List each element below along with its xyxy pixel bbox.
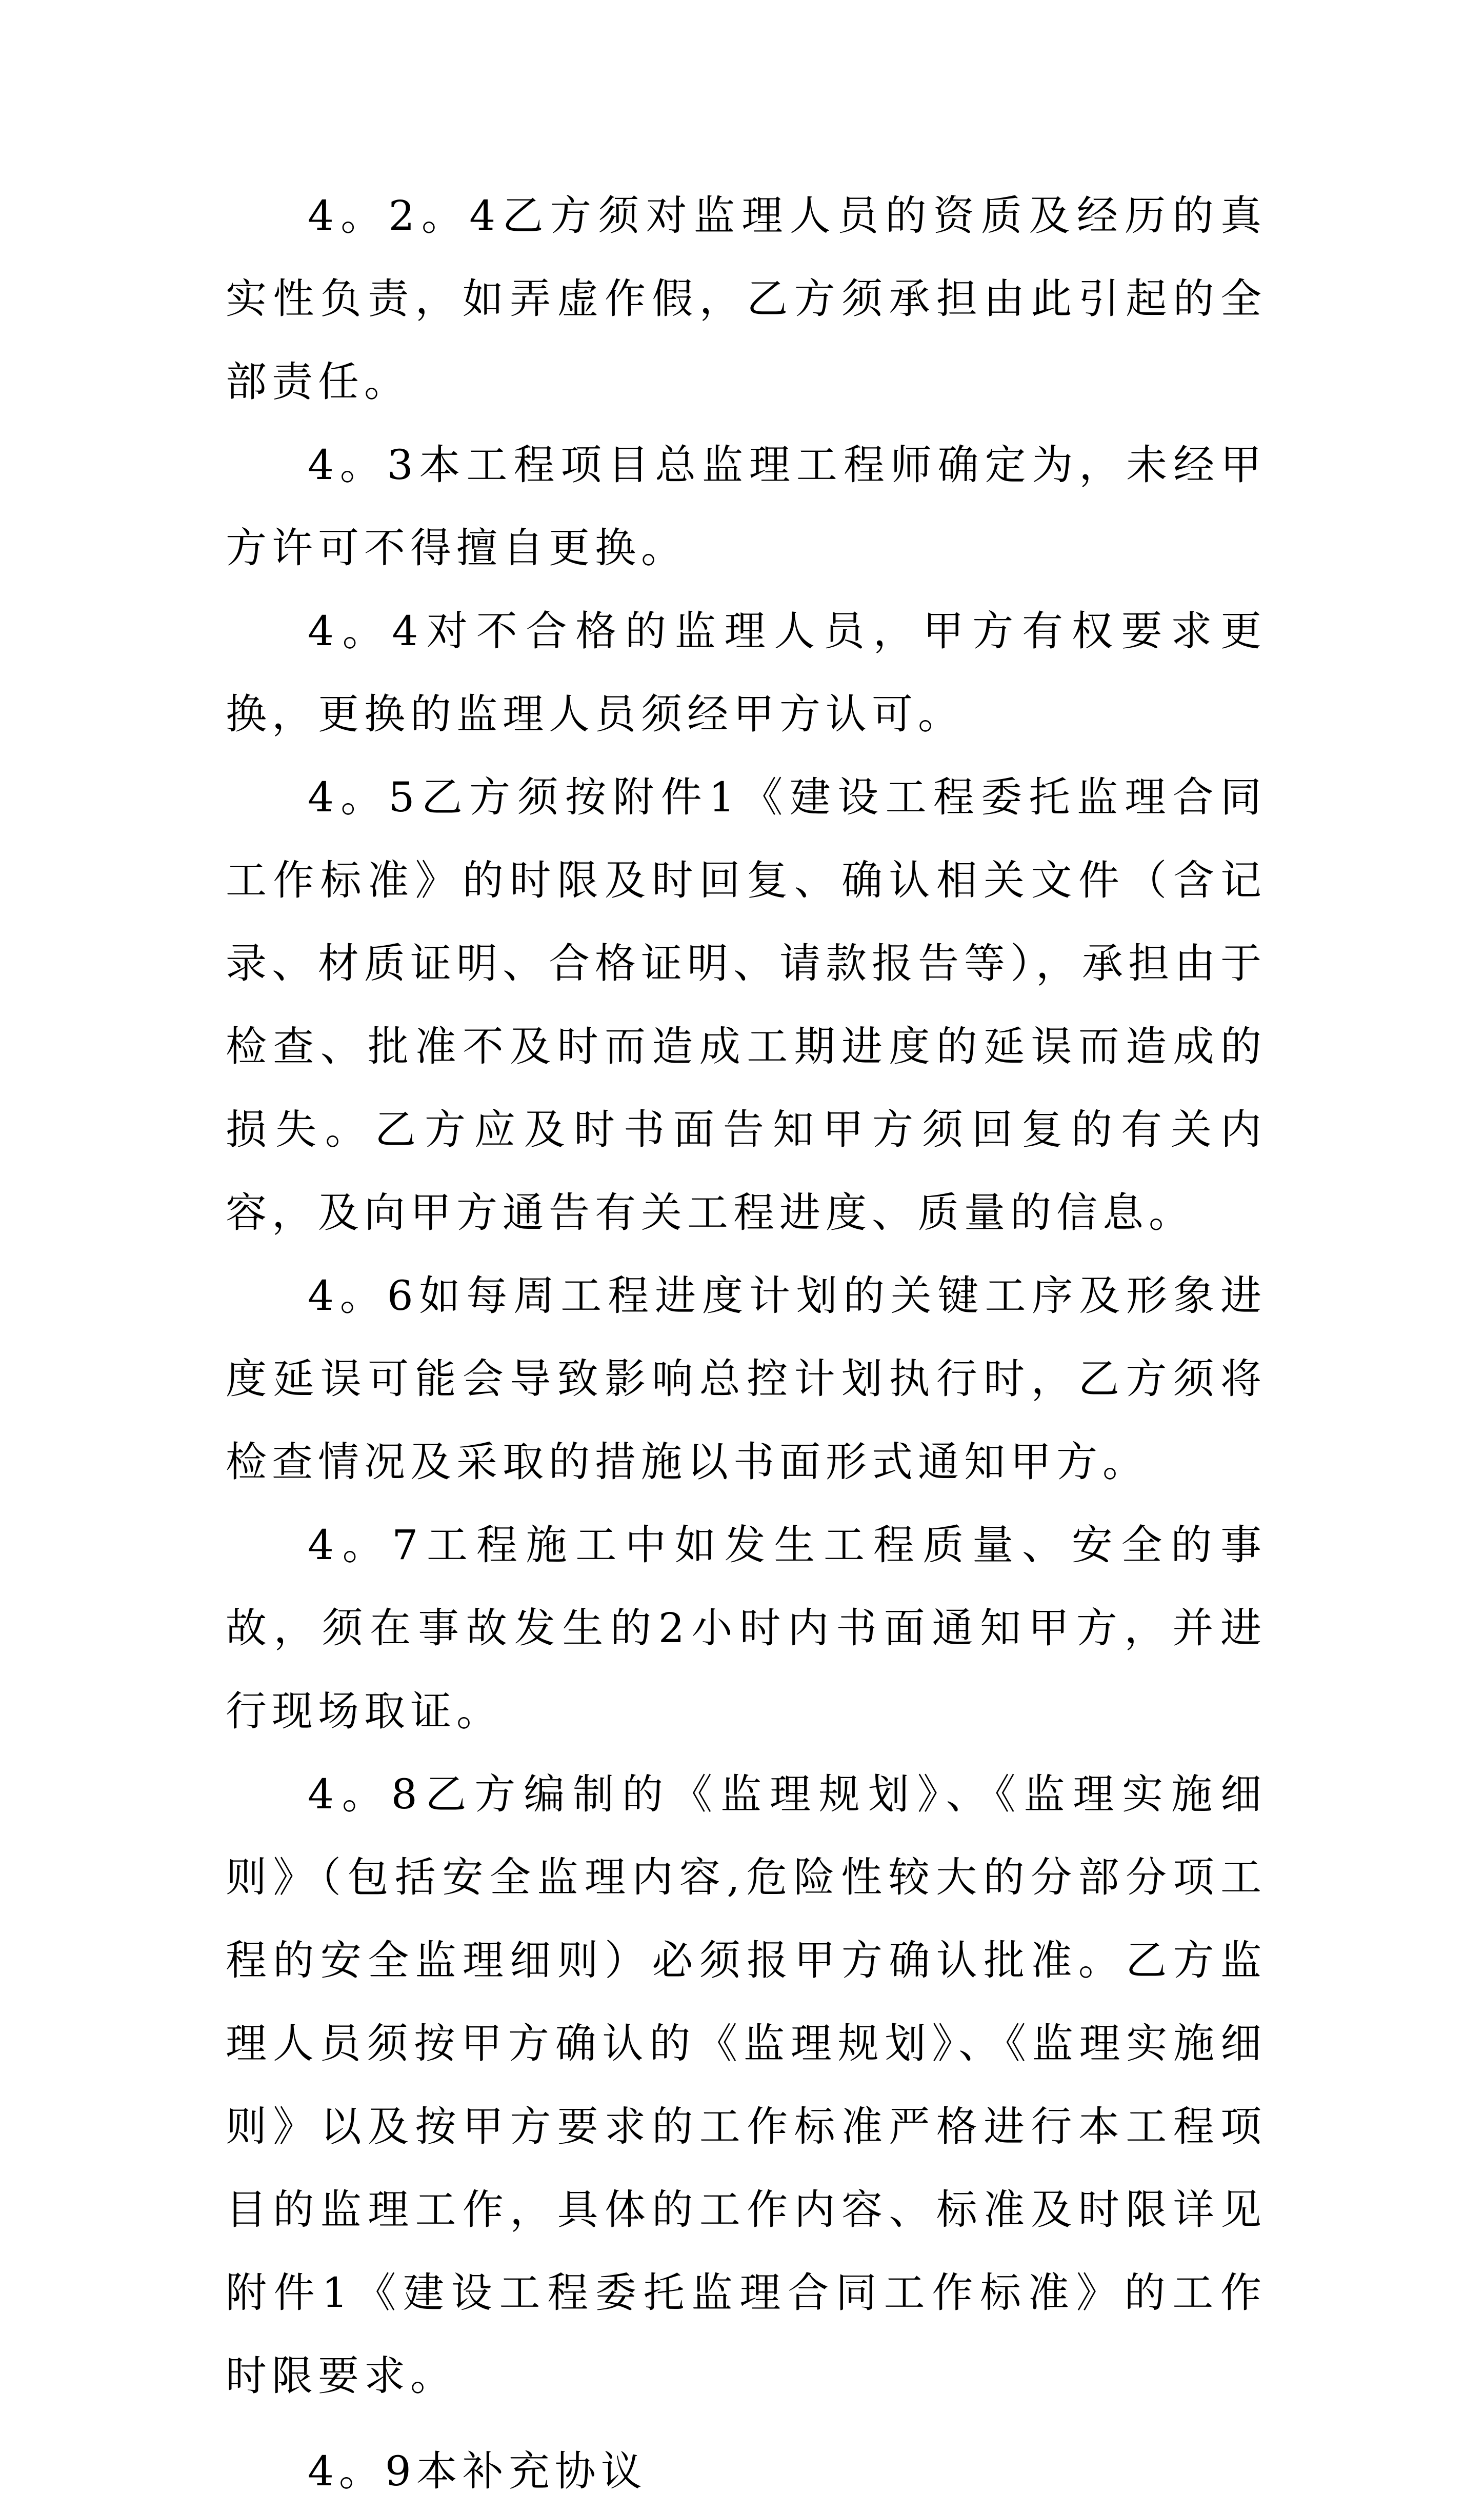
clause-4-3: 4。3本工程项目总监理工程师确定为，未经甲方许可不得擅自更换。 <box>226 441 1267 572</box>
clause-4-6: 4。6如每周工程进度计划的关键工序及形象进度延误可能会导致影响总控计划执行时，乙方须将检查情况及采取的措施以书面形式通知甲方。 <box>226 1272 1267 1486</box>
clause-4-9: 4。9本补充协议 <box>308 2447 647 2495</box>
clause-4-2-4: 4。2。4乙方须对监理人员的资质及经历的真实性负责，如弄虚作假，乙方须承担由此引起的全部责任。 <box>226 192 1267 406</box>
clause-4-7: 4。7工程施工中如发生工程质量、安全的事故，须在事故发生的2小时内书面通知甲方，并进行现场取证。 <box>226 1521 1267 1735</box>
document-body <box>226 174 1267 2513</box>
clause-4-8: 4。8乙方编制的《监理规划》、《监理实施细则》（包括安全监理内容,危险性较大的分部分项工程的安全监理细则）必须报甲方确认批准。乙方监理人员须按甲方确认的《监理规划》、《监理实施细则》以及按甲方要求的工作标准严格进行本工程项目的监理工作，具体的工作内容、标准及时限详见附件1《建设工程委托监理合同工作标准》的工作时限要求。 <box>226 1770 1267 2400</box>
clause-4-5: 4。5乙方须按附件1《建设工程委托监理合同工作标准》的时限及时回复、确认相关文件（含记录、材质证明、合格证明、请款报告等），承担由于检查、批准不及时而造成工期进度的延误而造成的损失。乙方应及时书面告知甲方须回复的有关内容，及向甲方通告有关工程进度、质量的信息。 <box>226 773 1267 1236</box>
clause-4-4: 4。4对不合格的监理人员，甲方有权要求更换，更换的监理人员须经甲方认可。 <box>226 607 1267 738</box>
